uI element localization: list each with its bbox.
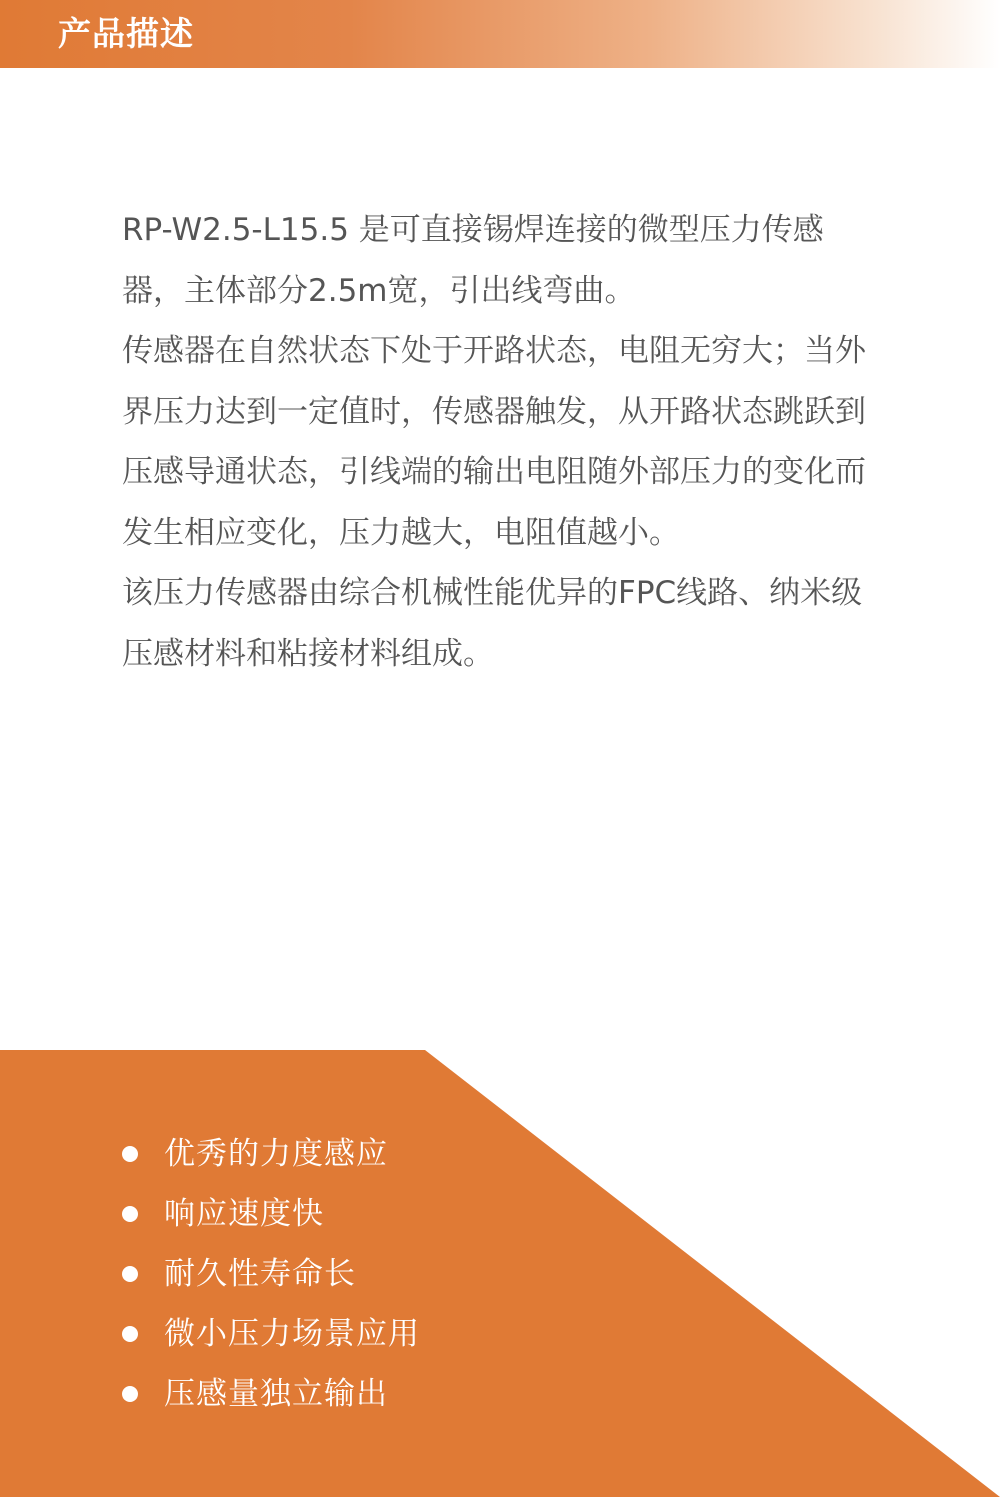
feature-label: 压感量独立输出: [164, 1376, 388, 1412]
feature-label: 耐久性寿命长: [164, 1256, 356, 1292]
product-description: [122, 200, 882, 684]
description-paragraph: 传感器在自然状态下处于开路状态，电阻无穷大；当外界压力达到一定值时，传感器触发，从开路状态跳跃到压感导通状态，引线端的输出电阻随外部压力的变化而发生相应变化，压力越大，电阻值越小。: [122, 333, 866, 551]
orange-trapezoid-shape: [0, 1050, 1000, 1497]
description-paragraph: RP-W2.5-L15.5 是可直接锡焊连接的微型压力传感器，主体部分2.5m宽，引出线弯曲。: [122, 212, 824, 309]
feature-label: 优秀的力度感应: [164, 1136, 388, 1172]
bullet-dot-icon: [122, 1146, 138, 1162]
feature-label: 响应速度快: [164, 1196, 324, 1232]
description-paragraph: 该压力传感器由综合机械性能优异的FPC线路、纳米级压感材料和粘接材料组成。: [122, 575, 863, 672]
bullet-dot-icon: [122, 1386, 138, 1402]
bullet-dot-icon: [122, 1206, 138, 1222]
bullet-dot-icon: [122, 1266, 138, 1282]
section-header-bar: [0, 0, 1000, 68]
feature-label: 微小压力场景应用: [164, 1316, 420, 1352]
feature-panel-background: [0, 1050, 1000, 1497]
bullet-dot-icon: [122, 1326, 138, 1342]
section-title: 产品描述: [58, 14, 194, 53]
